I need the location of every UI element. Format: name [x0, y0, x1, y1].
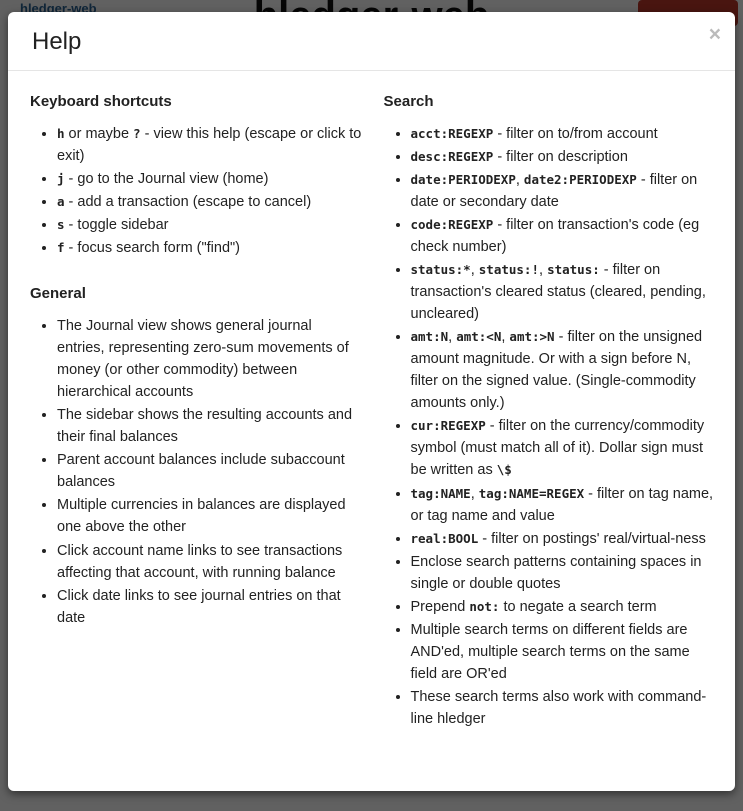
list-item: • h or maybe ? - view this help (escape or click to exit): [57, 123, 362, 167]
list-item: • Multiple currencies in balances are displayed one above the other: [57, 494, 362, 538]
list-item: • The Journal view shows general journal entries, representing zero-sum movements of money (or other commodity) between hierarchical accounts: [57, 315, 362, 403]
code-token: status:: [547, 262, 600, 278]
code-token: status:*: [410, 262, 471, 278]
code-token: j: [57, 171, 65, 187]
keyboard-shortcuts-list: [30, 123, 362, 259]
code-token: s: [57, 217, 65, 233]
list-item: • Click date links to see journal entries on that date: [57, 585, 362, 629]
code-token: \$: [496, 462, 512, 478]
list-item: • status:*, status:!, status: - filter on transaction's cleared status (cleared, pending, uncleared): [411, 259, 716, 325]
code-token: status:!: [478, 262, 539, 278]
list-item: • desc:REGEXP - filter on description: [411, 146, 716, 168]
list-item: • cur:REGEXP - filter on the currency/commodity symbol (must match all of it). Dollar sign must be written as \$: [411, 415, 716, 481]
list-item: • s - toggle sidebar: [57, 214, 362, 236]
code-token: tag:NAME: [410, 485, 471, 501]
code-token: cur:REGEXP: [410, 418, 486, 434]
code-token: a: [57, 194, 65, 210]
code-token: amt:<N: [456, 329, 502, 345]
left-column: [30, 85, 362, 731]
help-modal: [8, 12, 735, 791]
list-item: • date:PERIODEXP, date2:PERIODEXP - filter on date or secondary date: [411, 169, 716, 213]
code-token: desc:REGEXP: [410, 149, 494, 165]
list-item: • amt:N, amt:<N, amt:>N - filter on the unsigned amount magnitude. Or with a sign before N, filter on the signed value. (Single-commodity amounts only.): [411, 326, 716, 414]
code-token: not:: [469, 598, 500, 614]
list-item: • tag:NAME, tag:NAME=REGEX - filter on tag name, or tag name and value: [411, 483, 716, 527]
list-item: • The sidebar shows the resulting accounts and their final balances: [57, 404, 362, 448]
code-token: ?: [133, 126, 141, 141]
code-token: acct:REGEXP: [410, 126, 494, 141]
list-item: • Enclose search patterns containing spaces in single or double quotes: [411, 551, 716, 595]
modal-title: Help: [32, 28, 82, 55]
code-token: date2:PERIODEXP: [523, 172, 637, 188]
section-heading-general: General: [30, 285, 86, 303]
search-list: [384, 123, 716, 730]
list-item: • Multiple search terms on different fields are AND'ed, multiple search terms on the same field are OR'ed: [411, 619, 716, 685]
section-heading-search: Search: [383, 93, 434, 110]
list-item: • Parent account balances include subaccount balances: [57, 449, 362, 493]
list-item: • These search terms also work with command-line hledger: [411, 686, 716, 730]
list-item: • real:BOOL - filter on postings' real/virtual-ness: [411, 528, 716, 550]
modal-body: [8, 71, 735, 751]
list-item: • acct:REGEXP - filter on to/from account: [411, 123, 716, 145]
list-item: • Click account name links to see transactions affecting that account, with running balance: [57, 540, 362, 584]
code-token: f: [57, 240, 65, 256]
list-item: • j - go to the Journal view (home): [57, 168, 362, 190]
list-item: • Prepend not: to negate a search term: [411, 596, 716, 618]
code-token: tag:NAME=REGEX: [478, 485, 585, 501]
code-token: amt:>N: [509, 329, 555, 345]
code-token: real:BOOL: [410, 530, 479, 546]
section-heading-keyboard-shortcuts: Keyboard shortcuts: [30, 93, 172, 110]
code-token: date:PERIODEXP: [410, 172, 516, 188]
list-item: • f - focus search form ("find"): [57, 237, 362, 259]
list-item: • code:REGEXP - filter on transaction's code (eg check number): [411, 214, 716, 258]
code-token: code:REGEXP: [410, 217, 494, 233]
list-item: • a - add a transaction (escape to cancel): [57, 191, 362, 213]
right-column: [384, 85, 716, 731]
code-token: h: [57, 126, 65, 141]
modal-header: [8, 12, 735, 71]
general-list: [30, 315, 362, 628]
close-icon[interactable]: ×: [708, 23, 721, 46]
code-token: amt:N: [410, 329, 449, 345]
